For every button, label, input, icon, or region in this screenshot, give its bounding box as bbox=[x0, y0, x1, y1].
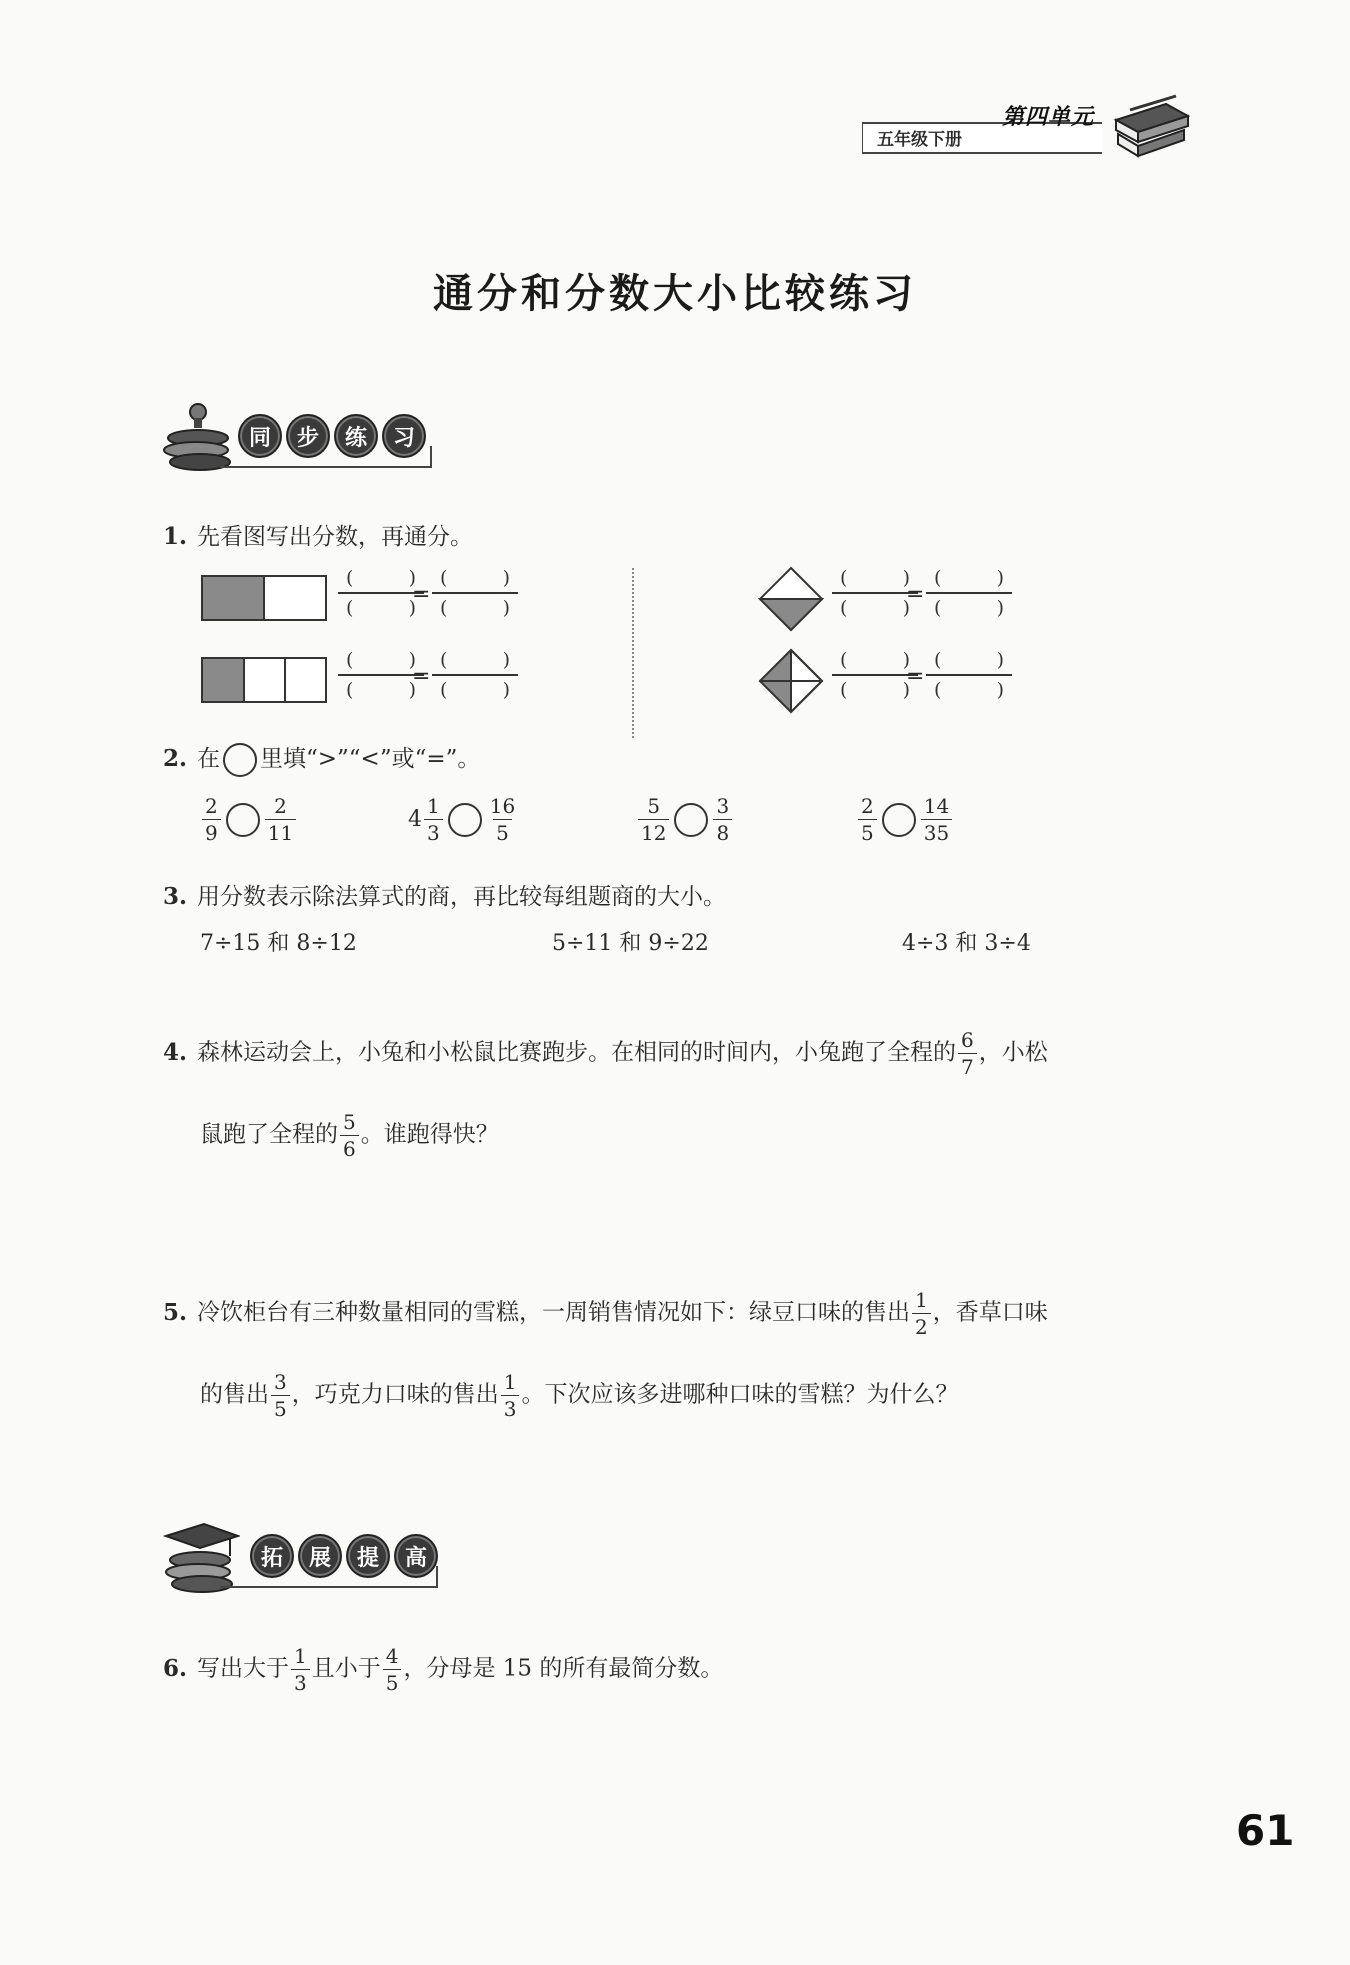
blank-fraction[interactable]: ( ) ( ) bbox=[338, 566, 424, 620]
banner-endcap bbox=[436, 1566, 438, 1588]
compare-item-2 bbox=[408, 796, 520, 843]
question-number: 3. bbox=[163, 883, 188, 910]
section-char: 拓 bbox=[250, 1534, 294, 1578]
diamond-half-figure bbox=[758, 566, 824, 632]
fraction: $\frac{5}{12}$ bbox=[638, 796, 669, 843]
compare-item-4 bbox=[856, 796, 954, 843]
question-number: 2. bbox=[163, 745, 188, 772]
banner-endcap bbox=[430, 446, 432, 468]
question-text: 里填“>”“<”或“=”。 bbox=[260, 746, 481, 772]
question-2 bbox=[163, 740, 480, 777]
division-pair-1: 7÷15 和 8÷12 bbox=[200, 931, 357, 956]
equals-sign: = bbox=[906, 664, 925, 689]
compare-circle[interactable] bbox=[674, 803, 708, 837]
section-char: 习 bbox=[382, 414, 426, 458]
blank-fraction[interactable]: ( ) ( ) bbox=[832, 648, 918, 702]
blank-fraction[interactable]: ( ) ( ) bbox=[432, 648, 518, 702]
question-text: ，分母是 15 的所有最简分数。 bbox=[403, 1655, 724, 1682]
compare-item-3 bbox=[636, 796, 734, 843]
division-pair-3: 4÷3 和 3÷4 bbox=[902, 931, 1031, 956]
fraction: $\frac{1}{3}$ bbox=[424, 796, 443, 843]
banner-underline bbox=[220, 466, 432, 468]
fraction: $\frac{1}{2}$ bbox=[912, 1290, 931, 1337]
question-1 bbox=[163, 518, 473, 551]
graduation-cap-books-icon bbox=[160, 1522, 240, 1602]
question-text: ，香草口味 bbox=[932, 1299, 1048, 1326]
rectangle-thirds-figure bbox=[200, 656, 330, 706]
question-text: 森林运动会上，小兔和小松鼠比赛跑步。在相同的时间内，小兔跑了全程的 bbox=[197, 1039, 957, 1066]
mixed-number-whole: 4 bbox=[408, 807, 422, 832]
dotted-divider bbox=[632, 568, 634, 738]
question-text: 在 bbox=[197, 746, 221, 772]
section-char: 提 bbox=[346, 1534, 390, 1578]
section-char: 步 bbox=[286, 414, 330, 458]
question-text: 的售出 bbox=[200, 1381, 269, 1408]
section-char: 展 bbox=[298, 1534, 342, 1578]
section-banner-extension bbox=[160, 1528, 438, 1588]
question-6 bbox=[163, 1646, 723, 1693]
banner-underline bbox=[220, 1586, 438, 1588]
question-5-line-1 bbox=[163, 1290, 1048, 1337]
question-4-line-1 bbox=[163, 1030, 1048, 1077]
fraction: $\frac{5}{6}$ bbox=[340, 1112, 359, 1159]
fraction: $\frac{3}{5}$ bbox=[271, 1372, 290, 1419]
fraction: $\frac{2}{9}$ bbox=[202, 796, 221, 843]
compare-item-1 bbox=[200, 796, 298, 843]
compare-circle[interactable] bbox=[448, 803, 482, 837]
section-char: 同 bbox=[238, 414, 282, 458]
fraction: $\frac{6}{7}$ bbox=[958, 1030, 977, 1077]
question-number: 6. bbox=[163, 1654, 188, 1682]
page-title: 通分和分数大小比较练习 bbox=[433, 271, 917, 317]
fraction: $\frac{4}{5}$ bbox=[383, 1646, 402, 1693]
blank-fraction[interactable]: ( ) ( ) bbox=[926, 648, 1012, 702]
page-number: 61 bbox=[1236, 1806, 1295, 1855]
question-text: 且小于 bbox=[311, 1655, 381, 1682]
compare-circle[interactable] bbox=[882, 803, 916, 837]
rectangle-halves-figure bbox=[200, 574, 330, 624]
question-text: 鼠跑了全程的 bbox=[200, 1121, 338, 1148]
fraction: $\frac{2}{5}$ bbox=[858, 796, 877, 843]
question-3 bbox=[163, 878, 726, 911]
question-text: 。谁跑得快？ bbox=[360, 1121, 499, 1148]
question-number: 1. bbox=[163, 523, 188, 550]
fraction: $\frac{3}{8}$ bbox=[713, 796, 732, 843]
section-banner-sync-practice bbox=[160, 408, 432, 468]
blank-fraction[interactable]: ( ) ( ) bbox=[338, 648, 424, 702]
unit-label: 第四单元 bbox=[1002, 105, 1095, 130]
fraction: $\frac{1}{3}$ bbox=[501, 1372, 520, 1419]
division-pair-2: 5÷11 和 9÷22 bbox=[552, 931, 709, 956]
blank-fraction[interactable]: ( ) ( ) bbox=[926, 566, 1012, 620]
question-text: ，巧克力口味的售出 bbox=[291, 1381, 499, 1408]
section-char: 高 bbox=[394, 1534, 438, 1578]
books-stack-icon bbox=[1110, 90, 1190, 160]
fraction: $\frac{14}{35}$ bbox=[921, 796, 952, 843]
question-text: 写出大于 bbox=[197, 1655, 290, 1682]
question-text: ，小松 bbox=[978, 1039, 1048, 1066]
question-4-line-2 bbox=[200, 1112, 499, 1159]
badge-row bbox=[238, 414, 426, 458]
grade-label: 五年级下册 bbox=[862, 122, 1102, 154]
badge-row bbox=[250, 1534, 438, 1578]
question-text: 。下次应该多进哪种口味的雪糕？为什么？ bbox=[521, 1381, 959, 1408]
fraction: $\frac{16}{5}$ bbox=[489, 794, 516, 845]
blank-fraction[interactable]: ( ) ( ) bbox=[432, 566, 518, 620]
question-5-line-2 bbox=[200, 1372, 958, 1419]
compare-circle-icon bbox=[223, 743, 257, 777]
equals-sign: = bbox=[412, 582, 431, 607]
section-char: 练 bbox=[334, 414, 378, 458]
question-text: 先看图写出分数，再通分。 bbox=[197, 524, 474, 550]
diamond-quarters-figure bbox=[758, 648, 824, 714]
question-number: 4. bbox=[163, 1038, 188, 1066]
blank-fraction[interactable]: ( ) ( ) bbox=[832, 566, 918, 620]
equals-sign: = bbox=[906, 582, 925, 607]
fraction: $\frac{1}{3}$ bbox=[291, 1646, 310, 1693]
fraction: $\frac{2}{11}$ bbox=[265, 796, 296, 843]
question-text: 冷饮柜台有三种数量相同的雪糕，一周销售情况如下：绿豆口味的售出 bbox=[197, 1299, 911, 1326]
equals-sign: = bbox=[412, 664, 431, 689]
question-number: 5. bbox=[163, 1298, 188, 1326]
compare-circle[interactable] bbox=[226, 803, 260, 837]
question-text: 用分数表示除法算式的商，再比较每组题商的大小。 bbox=[197, 884, 727, 910]
